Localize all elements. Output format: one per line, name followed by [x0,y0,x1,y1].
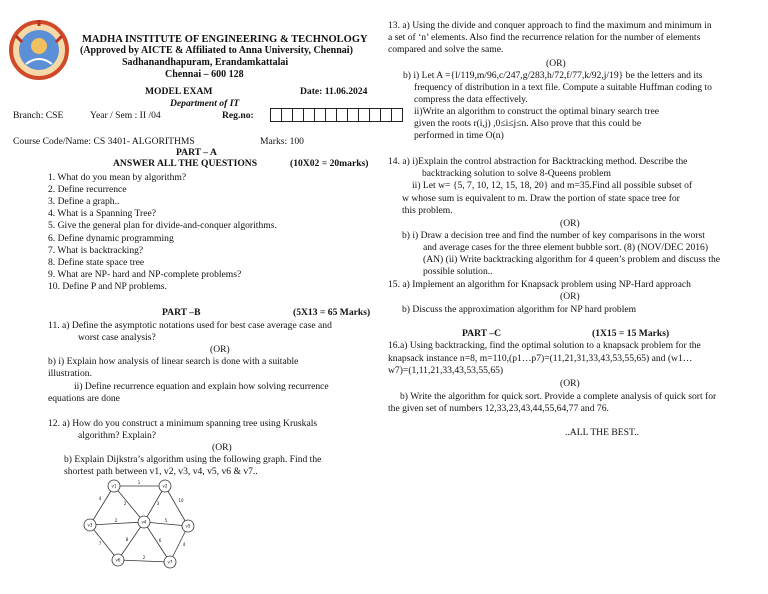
edge-weight: 10 [178,498,184,503]
exam-date: Date: 11.06.2024 [300,86,368,97]
department: Department of IT [170,98,240,109]
node-v4: v4 [141,519,147,525]
q13b-ii-cont2: performed in time O(n) [414,130,504,141]
q13a-cont2: compared and solve the same. [388,44,504,55]
year-sem: Year / Sem : II /04 [90,110,161,121]
q11b-ii-cont: equations are done [48,393,120,404]
closing-note: ..ALL THE BEST.. [565,427,639,438]
q12b-cont: shortest path between v1, v2, v3, v4, v5, v6 & v7.. [64,466,258,477]
edge-weight: 3 [156,501,160,506]
q13b-ii-cont: given the roots r(i,j) ,0≤i≤j≤n. Also prove that this could be [414,118,642,129]
question-6: 6. Define dynamic programming [48,233,174,244]
edge-weight: 8 [125,537,129,542]
question-1: 1. What do you mean by algorithm? [48,172,187,183]
part-a-instruction: ANSWER ALL THE QUESTIONS [113,158,258,169]
college-logo [6,16,72,84]
q13b-ii: ii)Write an algorithm to construct the optimal binary search tree [414,106,659,117]
q16a-cont2: w7)=(1,11,21,33,43,53,55,65) [388,365,504,376]
regno-label: Reg.no: [222,110,254,121]
question-9: 9. What are NP- hard and NP-complete problems? [48,269,242,280]
q14a: 14. a) i)Explain the control abstraction for Backtracking method. Describe the [388,156,688,167]
part-a-marks: (10X02 = 20marks) [290,158,369,169]
q15b: b) Discuss the approximation algorithm for NP hard problem [402,304,637,315]
node-v7: v7 [167,559,173,565]
address-line-1: Sadhanandhapuram, Erandamkattalai [122,57,289,68]
q13a: 13. a) Using the divide and conquer approach to find the maximum and minimum in [388,20,712,31]
q14b-cont: and average cases for the three element bubble sort. (8) (NOV/DEC 2016) [423,242,709,253]
q14a-ii-cont: w whose sum is equivalent to m. Draw the portion of state space tree for [402,193,680,204]
q14a-ii: ii) Let w= {5, 7, 10, 12, 15, 18, 20} and m=35.Find all possible subset of [412,180,693,191]
edge-weight: 1 [137,480,141,485]
q11b-ii: ii) Define recurrence equation and explain how solving recurrence [74,381,329,392]
institute-name: MADHA INSTITUTE OF ENGINEERING & TECHNOLOGY [82,34,368,45]
q16b-cont: the given set of numbers 12,33,23,43,44,55,64,77 and 76. [388,403,609,414]
question-2: 2. Define recurrence [48,184,127,195]
or-16: (OR) [560,378,580,389]
branch: Branch: CSE [13,110,64,121]
edge-weight: 4 [182,542,186,547]
course-name: Course Code/Name: CS 3401- ALGORITHMS [13,136,195,147]
part-b-marks: (5X13 = 65 Marks) [293,307,371,318]
q12a-cont: algorithm? Explain? [78,430,157,441]
q12a: 12. a) How do you construct a minimum spanning tree using Kruskals [48,418,318,429]
or-15: (OR) [560,291,580,302]
node-v2: v2 [162,483,168,489]
q14b-cont3: possible solution.. [423,266,493,277]
node-v5: v5 [185,523,191,529]
dijkstra-graph [80,478,210,590]
question-7: 7. What is backtracking? [48,245,144,256]
edge-weight: 7 [98,541,102,546]
address-line-2: Chennai – 600 128 [165,69,244,80]
node-v6: v6 [115,557,121,563]
approval-line: (Approved by AICTE & Affiliated to Anna University, Chennai) [80,45,353,56]
q16a: 16.a) Using backtracking, find the optimal solution to a knapsack problem for the [388,340,701,351]
part-c-title: PART –C [462,328,502,339]
part-b-title: PART –B [162,307,201,318]
q14a-cont: backtracking solution to solve 8-Queens problem [422,168,611,179]
q12b: b) Explain Dijkstra’s algorithm using the following graph. Find the [64,454,322,465]
edge-weight: 6 [158,538,162,543]
node-v3: v3 [87,522,93,528]
part-c-marks: (1X15 = 15 Marks) [592,328,670,339]
question-3: 3. Define a graph.. [48,196,120,207]
q14b-cont2: (AN) (ii) Write backtracking algorithm for 4 queen’s problem and discuss the [423,254,721,265]
question-8: 8. Define state space tree [48,257,145,268]
q11b-i: b) i) Explain how analysis of linear search is done with a suitable [48,356,299,367]
q11a: 11. a) Define the asymptotic notations used for best case average case and [48,320,332,331]
question-10: 10. Define P and NP problems. [48,281,167,292]
q11b-i-cont: illustration. [48,368,92,379]
or-13: (OR) [546,58,566,69]
q16b: b) Write the algorithm for quick sort. Provide a complete analysis of quick sort for [400,391,717,402]
or-14: (OR) [560,218,580,229]
edge-weight: 5 [164,518,168,523]
or-12: (OR) [212,442,232,453]
q13a-cont: a set of ‘n’ elements. Also find the recurrence relation for the number of elements [388,32,701,43]
q11a-cont: worst case analysis? [78,332,156,343]
part-a-title: PART – A [176,147,217,158]
q15a: 15. a) Implement an algorithm for Knapsack problem using NP-Hard approach [388,279,691,290]
q13b-i: b) i) Let A ={l/119,m/96,c/247,g/283,h/72,f/77,k/92,j/19} be the letters and its [403,70,703,81]
or-11: (OR) [210,344,230,355]
exam-title: MODEL EXAM [145,86,213,97]
edge-weight: 4 [98,496,102,501]
regno-boxes[interactable] [270,108,402,122]
edge-weight: 2 [114,518,118,523]
question-4: 4. What is a Spanning Tree? [48,208,157,219]
q14b: b) i) Draw a decision tree and find the number of key comparisons in the worst [402,230,705,241]
q14a-ii-cont2: this problem. [402,205,453,216]
node-v1: v1 [111,483,117,489]
q13b-i-cont: frequency of distribution in a text file. Compute a suitable Huffman coding to [414,82,712,93]
q13b-i-cont2: compress the data effectively. [414,94,528,105]
edge-weight: 2 [142,555,146,560]
total-marks: Marks: 100 [260,136,304,147]
question-5: 5. Give the general plan for divide-and-conquer algorithms. [48,220,277,231]
q16a-cont: knapsack instance n=8, m=110,(p1…p7)=(11,21,31,33,43,53,55,65) and (w1… [388,353,693,364]
edge-weight: 2 [123,501,127,506]
